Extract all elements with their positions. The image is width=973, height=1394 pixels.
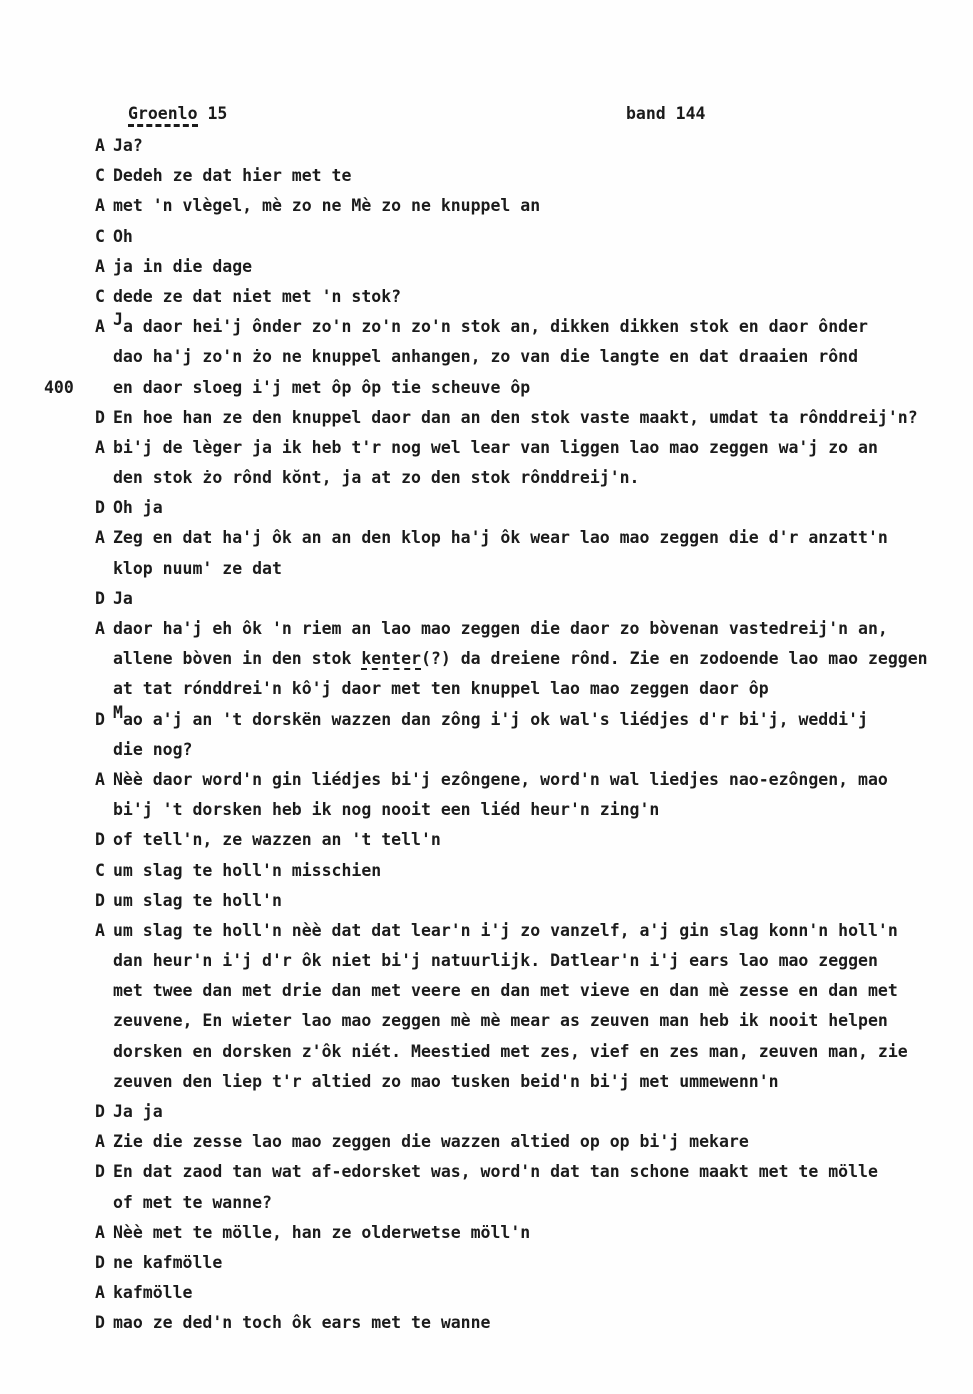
line-text: kafmölle xyxy=(113,1283,193,1303)
speaker-label: D xyxy=(95,588,105,608)
transcript-line xyxy=(0,825,973,855)
line-text: um slag te holl'n misschien xyxy=(113,860,382,880)
line-text: Ja xyxy=(113,588,133,608)
transcript-line xyxy=(0,614,973,644)
speaker-label: C xyxy=(95,226,105,246)
transcript-line xyxy=(0,584,973,614)
speaker-label: A xyxy=(95,136,105,155)
line-text: Ja daor hei'j ônder zo'n zo'n zo'n stok an, dikken dikken stok en daor ônder xyxy=(113,310,868,337)
line-text: um slag te holl'n xyxy=(113,890,282,910)
line-text: zeuven den liep t'r altied zo mao tusken beid'n bi'j met ummewenn'n xyxy=(113,1071,779,1091)
line-text: en daor sloeg i'j met ôp ôp tie scheuve ôp xyxy=(113,377,531,397)
line-text: dao ha'j zo'n żo ne knuppel anhangen, zo van die langte en dat draaien rônd xyxy=(113,347,859,367)
transcript-line xyxy=(0,735,973,765)
transcript-line xyxy=(0,554,973,584)
line-text: at tat rónddrei'n kô'j daor met ten knuppel lao mao zeggen daor ôp xyxy=(113,679,769,699)
transcript-lines xyxy=(0,131,973,1339)
line-text: ne kafmölle xyxy=(113,1252,223,1272)
speaker-label: A xyxy=(95,1132,105,1152)
transcript-line xyxy=(0,1218,973,1248)
transcript-line xyxy=(0,856,973,886)
line-text: bi'j 't dorsken heb ik nog nooit een liéd heur'n zing'n xyxy=(113,800,660,820)
transcript-line xyxy=(0,222,973,252)
line-text: Oh ja xyxy=(113,498,163,518)
transcript-line xyxy=(0,1127,973,1157)
band-label: band 144 xyxy=(626,104,706,123)
speaker-label: A xyxy=(95,528,105,548)
transcript-line xyxy=(0,976,973,1006)
line-text: of met te wanne? xyxy=(113,1192,272,1212)
line-text: bi'j de lèger ja ik heb t'r nog wel lear van liggen lao mao zeggen wa'j zo an xyxy=(113,437,878,457)
speaker-label: A xyxy=(95,619,105,638)
speaker-label: D xyxy=(95,1252,105,1272)
transcript-line xyxy=(0,1097,973,1127)
line-text: daor ha'j eh ôk 'n riem an lao mao zeggen die daor zo bòvenan vastedreij'n an, xyxy=(113,619,888,638)
transcript-line xyxy=(0,191,973,221)
transcript-line xyxy=(0,644,973,674)
speaker-label: A xyxy=(95,920,105,940)
transcript-line xyxy=(0,282,973,312)
transcript-line xyxy=(0,161,973,191)
page-title-num: 15 xyxy=(207,104,228,123)
transcript-line xyxy=(0,1067,973,1097)
line-text: zeuvene, En wieter lao mao zeggen mè mè mear as zeuven man heb ik nooit helpen xyxy=(113,1011,888,1031)
speaker-label: D xyxy=(95,1102,105,1121)
transcript-line xyxy=(0,1188,973,1218)
speaker-label: A xyxy=(95,437,105,457)
speaker-label: A xyxy=(95,1283,105,1303)
line-text: allene bòven in den stok kenter(?) da dreiene rônd. Zie en zodoende lao mao zeggen xyxy=(113,649,928,669)
line-text: Nèè met te mölle, han ze olderwetse möll'n xyxy=(113,1222,531,1242)
line-text: mao ze ded'n toch ôk ears met te wanne xyxy=(113,1313,491,1333)
speaker-label: D xyxy=(95,890,105,910)
page-title-word: Groenlo xyxy=(128,104,198,127)
speaker-label: A xyxy=(95,196,105,216)
transcript-line xyxy=(0,493,973,523)
transcript-line xyxy=(0,702,973,735)
line-text: Mao a'j an 't dorskën wazzen dan zông i'j ok wal's liédjes d'r bi'j, weddi'j xyxy=(113,702,868,729)
line-text: dede ze dat niet met 'n stok? xyxy=(113,286,402,306)
transcript-line xyxy=(0,674,973,704)
speaker-label: D xyxy=(95,407,105,427)
transcript-line xyxy=(0,403,973,433)
line-text: den stok żo rônd kŏnt, ja at zo den stok rônddreij'n. xyxy=(113,468,640,488)
transcript-line xyxy=(0,886,973,916)
transcript-line xyxy=(0,523,973,553)
line-text: met twee dan met drie dan met veere en dan met vieve en dan mè zesse en dan met xyxy=(113,981,898,1001)
speaker-label: D xyxy=(95,1162,105,1182)
speaker-label: A xyxy=(95,769,105,789)
transcript-line xyxy=(0,463,973,493)
page-title-number xyxy=(198,104,208,123)
transcript-line xyxy=(0,312,973,342)
line-text: dorsken en dorsken z'ôk niét. Meestied met zes, vief en zes man, zeuven man, zie xyxy=(113,1041,908,1061)
speaker-label: D xyxy=(95,709,105,729)
transcript-line xyxy=(0,946,973,976)
transcript-line xyxy=(0,795,973,825)
transcript-line xyxy=(0,1006,973,1036)
speaker-label: A xyxy=(95,1222,105,1242)
line-text: um slag te holl'n nèè dat dat lear'n i'j zo vanzelf, a'j gin slag konn'n holl'n xyxy=(113,920,898,940)
line-text: klop nuum' ze dat xyxy=(113,558,282,578)
transcript-line xyxy=(0,433,973,463)
transcript-line xyxy=(0,1157,973,1187)
page-title xyxy=(128,104,227,127)
line-text: Zie die zesse lao mao zeggen die wazzen altied op op bi'j mekare xyxy=(113,1132,749,1152)
line-text: Dedeh ze dat hier met te xyxy=(113,166,352,186)
line-text: Oh xyxy=(113,226,133,246)
line-text: dan heur'n i'j d'r ôk niet bi'j natuurlijk. Datlear'n i'j ears lao mao zeggen xyxy=(113,951,878,971)
line-text: Nèè daor word'n gin liédjes bi'j ezôngene, word'n wal liedjes nao-ezôngen, mao xyxy=(113,769,888,789)
transcript-line xyxy=(0,1278,973,1308)
speaker-label: C xyxy=(95,860,105,880)
speaker-label: A xyxy=(95,317,105,337)
line-text: Ja? xyxy=(113,136,143,155)
line-text: En dat zaod tan wat af-edorsket was, word'n dat tan schone maakt met te mölle xyxy=(113,1162,878,1182)
line-text: of tell'n, ze wazzen an 't tell'n xyxy=(113,830,441,850)
margin-line-number: 400 xyxy=(44,377,74,397)
transcript-line xyxy=(0,1248,973,1278)
speaker-label: D xyxy=(95,498,105,518)
transcript-line xyxy=(0,916,973,946)
transcript-line xyxy=(0,1308,973,1338)
speaker-label: C xyxy=(95,286,105,306)
line-text: Zeg en dat ha'j ôk an an den klop ha'j ôk wear lao mao zeggen die d'r anzatt'n xyxy=(113,528,888,548)
transcript-line xyxy=(0,1037,973,1067)
line-text: die nog? xyxy=(113,739,193,759)
line-text: met 'n vlègel, mè zo ne Mè zo ne knuppel an xyxy=(113,196,541,216)
transcript-line xyxy=(0,765,973,795)
line-text: Ja ja xyxy=(113,1102,163,1121)
speaker-label: D xyxy=(95,1313,105,1333)
transcript-line xyxy=(0,252,973,282)
line-text: ja in die dage xyxy=(113,256,253,276)
transcript-line xyxy=(0,342,973,372)
speaker-label: D xyxy=(95,830,105,850)
line-text: En hoe han ze den knuppel daor dan an den stok vaste maakt, umdat ta rônddreij'n? xyxy=(113,407,918,427)
transcript-line xyxy=(0,373,973,403)
speaker-label: C xyxy=(95,166,105,186)
transcript-line xyxy=(0,131,973,161)
speaker-label: A xyxy=(95,256,105,276)
